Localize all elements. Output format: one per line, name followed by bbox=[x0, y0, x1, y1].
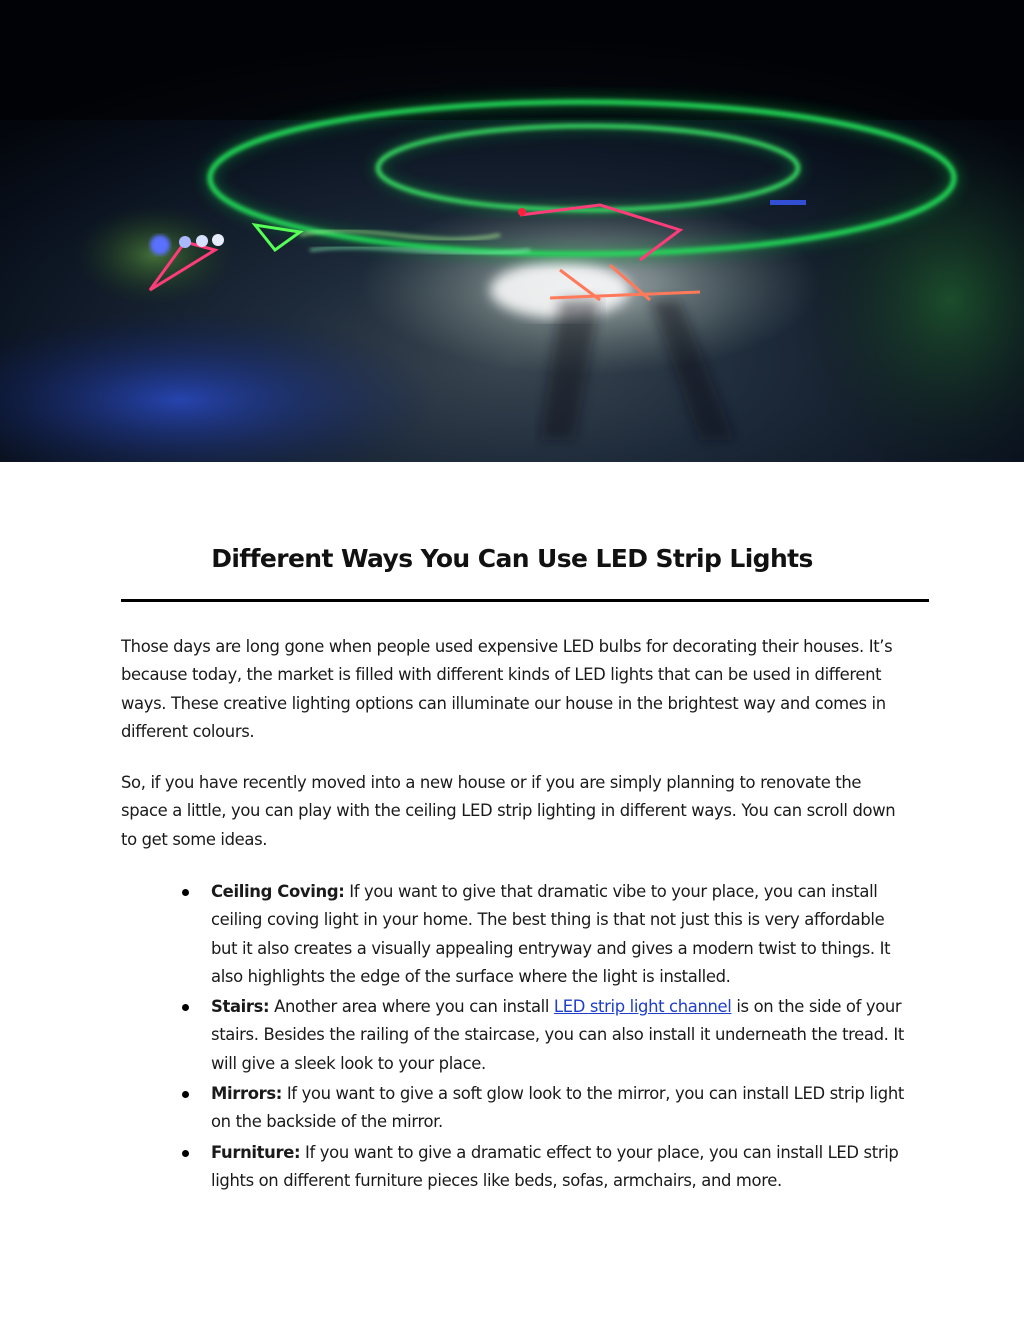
list-item bbox=[211, 1080, 911, 1137]
intro-paragraph: Those days are long gone when people used expensive LED bulbs for decorating their houses. It’s because today, the market is filled with different kinds of LED lights that can be used in different ways. These creative lighting options can illuminate our house in the brightest way and comes in different colours. bbox=[121, 637, 893, 741]
bullet-term: Stairs: bbox=[211, 997, 270, 1017]
hero-photo bbox=[0, 0, 1024, 462]
list-item bbox=[211, 993, 911, 1078]
ideas-list bbox=[211, 878, 911, 1197]
bullet-text: If you want to give a dramatic effect to your place, you can install LED strip lights on different furniture pieces like beds, sofas, armchairs, and more. bbox=[211, 1142, 899, 1190]
bullet-icon bbox=[182, 1150, 189, 1157]
led-strip-channel-link[interactable]: LED strip light channel bbox=[553, 997, 732, 1017]
bullet-term: Mirrors: bbox=[211, 1084, 282, 1104]
bullet-icon bbox=[182, 889, 189, 896]
list-item bbox=[211, 1139, 911, 1196]
title-divider bbox=[121, 599, 929, 602]
article-title: Different Ways You Can Use LED Strip Lights bbox=[211, 543, 813, 573]
bullet-term: Furniture: bbox=[211, 1142, 301, 1162]
list-item bbox=[211, 878, 911, 991]
bullet-icon bbox=[182, 1091, 189, 1098]
bullet-text: Another area where you can install bbox=[269, 997, 554, 1017]
ideas-paragraph: So, if you have recently moved into a new house or if you are simply planning to renovate the space a little, you can play with the ceiling LED strip lighting in different ways. You can scroll down to get some ideas. bbox=[121, 773, 896, 849]
bullet-text: If you want to give a soft glow look to the mirror, you can install LED strip light on the backside of the mirror. bbox=[211, 1084, 904, 1132]
bullet-text: is on the side of your stairs. Besides the railing of the staircase, you can also install it underneath the tread. It will give a sleek look to your place. bbox=[211, 997, 904, 1073]
bullet-term: Ceiling Coving: bbox=[211, 882, 345, 901]
bullet-text: If you want to give that dramatic vibe to your place, you can install ceiling coving light in your home. The best thing is that not just this is very affordable but it also creates a visually appealing entryway and gives a modern twist to things. It also highlights the edge of the surface where the light is installed. bbox=[211, 882, 891, 986]
bullet-icon bbox=[182, 1004, 189, 1011]
